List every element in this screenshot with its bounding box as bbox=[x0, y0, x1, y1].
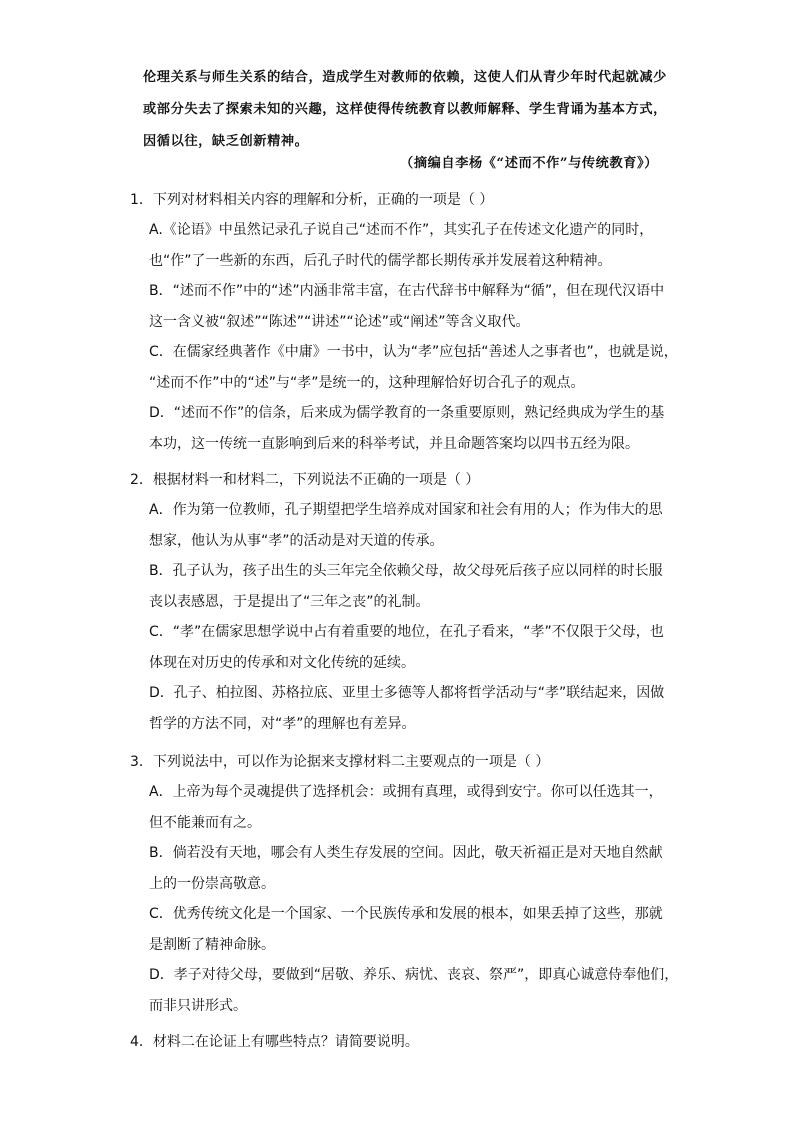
passage-line: 或部分失去了探索未知的兴趣，这样使得传统教育以教师解释、学生背诵为基本方式， bbox=[143, 102, 667, 117]
option-line: 这一含义被“叙述”“陈述”“讲述”“论述”或“阐述”等含义取代。 bbox=[149, 313, 530, 330]
passage-excerpt bbox=[143, 62, 673, 158]
option-line: “述而不作”中的“述”与“孝”是统一的，这种理解恰好切合孔子的观点。 bbox=[149, 374, 585, 391]
option-line: 但不能兼而有之。 bbox=[149, 814, 261, 831]
option-line: 丧以表感恩，于是提出了“三年之丧”的礼制。 bbox=[149, 593, 430, 610]
question-stem: 2．根据材料一和材料二，下列说法不正确的一项是（ ） bbox=[130, 472, 480, 488]
question-1 bbox=[130, 185, 678, 459]
passage-line: 伦理关系与师生关系的结合，造成学生对教师的依赖，这使人们从青少年时代起就减少 bbox=[143, 70, 667, 85]
option-line: B．倘若没有天地，哪会有人类生存发展的空间。因此，敬天祈福正是对天地自然献 bbox=[149, 845, 663, 861]
question-stem: 3．下列说法中，可以作为论据来支撑材料二主要观点的一项是（ ） bbox=[130, 754, 550, 770]
option-line: B．孔子认为，孩子出生的头三年完全依赖父母，故父母死后孩子应以同样的时长服 bbox=[149, 563, 663, 579]
question-2 bbox=[130, 465, 670, 739]
option-d bbox=[130, 960, 679, 1021]
option-line: 本功，这一传统一直影响到后来的科举考试，并且命题答案均以四书五经为限。 bbox=[149, 435, 639, 452]
option-line: D．孝子对待父母，要做到“居敬、养乐、病忧、丧哀、祭严”，即真心诚意侍奉他们， bbox=[149, 967, 679, 983]
option-b bbox=[130, 276, 670, 337]
option-line: 哲学的方法不同，对“孝”的理解也有差异。 bbox=[149, 715, 416, 732]
option-line: C．“孝”在儒家思想学说中占有着重要的地位，在孔子看来，“孝”不仅限于父母，也 bbox=[149, 624, 664, 640]
source-citation: （摘编自李杨《“述而不作”与传统教育》） bbox=[400, 156, 658, 171]
option-d bbox=[130, 678, 670, 739]
option-line: C．优秀传统文化是一个国家、一个民族传承和发展的根本，如果丢掉了这些，那就 bbox=[149, 906, 663, 922]
question-stem: 1．下列对材料相关内容的理解和分析，正确的一项是（ ） bbox=[130, 192, 494, 208]
option-line: D．孔子、柏拉图、苏格拉底、亚里士多德等人都将哲学活动与“孝”联结起来，因做 bbox=[149, 685, 665, 701]
option-a bbox=[130, 495, 670, 556]
option-line: 想家，他认为从事“孝”的活动是对天道的传承。 bbox=[149, 532, 444, 549]
option-line: 也“作”了一些新的东西，后孔子时代的儒学都长期传承并发展着这种精神。 bbox=[149, 252, 612, 269]
option-b bbox=[130, 556, 670, 617]
option-b bbox=[130, 838, 670, 899]
option-line: D．“述而不作”的信条，后来成为儒学教育的一条重要原则，熟记经典成为学生的基 bbox=[149, 405, 665, 421]
option-line: 是割断了精神命脉。 bbox=[149, 936, 275, 953]
option-line: A．作为第一位教师，孔子期望把学生培养成对国家和社会有用的人；作为伟大的思 bbox=[149, 502, 663, 518]
passage-line: 因循以往，缺乏创新精神。 bbox=[143, 134, 309, 149]
option-line: A．上帝为每个灵魂提供了选择机会：或拥有真理，或得到安宁。你可以任选其一， bbox=[149, 784, 663, 800]
option-line: 上的一份崇高敬意。 bbox=[149, 875, 275, 892]
option-a bbox=[130, 777, 670, 838]
option-line: A.《论语》中虽然记录孔子说自己“述而不作”，其实孔子在传述文化遗产的同时， bbox=[149, 222, 654, 238]
question-3 bbox=[130, 747, 679, 1021]
option-line: 体现在对历史的传承和对文化传统的延续。 bbox=[149, 654, 415, 671]
question-4 bbox=[130, 1027, 670, 1057]
option-d bbox=[130, 398, 670, 459]
option-a bbox=[130, 215, 670, 276]
option-c bbox=[130, 617, 670, 678]
option-c bbox=[130, 899, 670, 960]
question-stem: 4．材料二在论证上有哪些特点？请简要说明。 bbox=[130, 1034, 419, 1050]
option-c bbox=[130, 337, 678, 398]
option-line: B．“述而不作”中的“述”内涵非常丰富，在古代辞书中解释为“循”，但在现代汉语中 bbox=[149, 283, 665, 299]
option-line: 而非只讲形式。 bbox=[149, 997, 247, 1014]
option-line: C．在儒家经典著作《中庸》一书中，认为“孝”应包括“善述人之事者也”，也就是说， bbox=[149, 344, 678, 360]
